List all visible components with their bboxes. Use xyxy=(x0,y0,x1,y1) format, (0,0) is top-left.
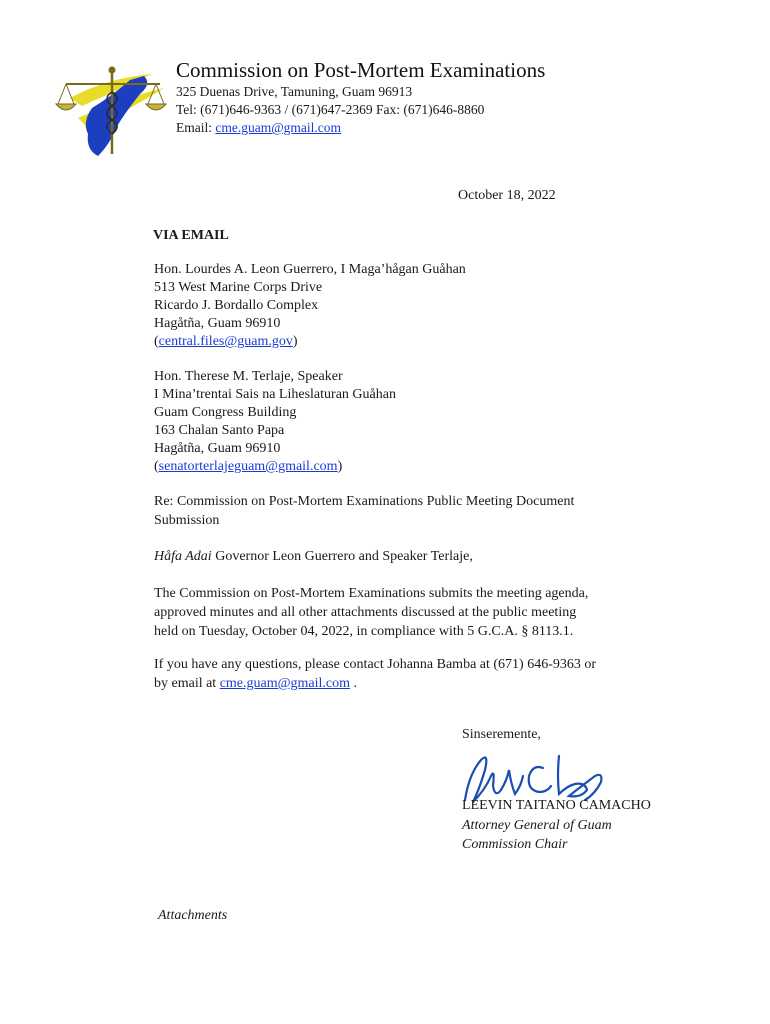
body-text: If you have any questions, please contact Johanna Bamba at (671) 646-9363 or xyxy=(154,657,597,672)
subject-line xyxy=(154,492,574,530)
delivery-method: VIA EMAIL xyxy=(153,228,229,243)
body-paragraph-contact xyxy=(154,655,596,693)
signer-name: LEEVIN TAITANO CAMACHO xyxy=(462,798,651,813)
recipient-governor-block xyxy=(154,261,466,351)
letter-date: October 18, 2022 xyxy=(458,188,556,203)
letterhead-email-link[interactable]: cme.guam@gmail.com xyxy=(215,120,342,135)
recipient-name: Hon. Therese M. Terlaje, Speaker xyxy=(154,369,343,384)
greeting-chamorro: Håfa Adai xyxy=(154,549,212,564)
greeting xyxy=(154,547,473,566)
signer-role: Commission Chair xyxy=(462,837,568,852)
recipient-email-link[interactable]: central.files@guam.gov xyxy=(158,334,293,349)
recipient-email-line xyxy=(154,458,396,476)
recipient-address-line: I Mina’trentai Sais na Liheslaturan Guåhan xyxy=(154,387,396,402)
commission-seal-logo xyxy=(52,58,170,160)
paren-close: ) xyxy=(337,459,343,474)
recipient-name: Hon. Lourdes A. Leon Guerrero, I Maga’hågan Guåhan xyxy=(154,262,466,277)
body-text: approved minutes and all other attachments discussed at the public meeting xyxy=(154,605,577,620)
letterhead-phone: Tel: (671)646-9363 / (671)647-2369 Fax: (671)646-8860 xyxy=(176,102,485,117)
paren-open: ( xyxy=(154,459,159,474)
recipient-email-link[interactable]: senatorterlajeguam@gmail.com xyxy=(158,459,338,474)
letterhead-email-line xyxy=(176,120,341,136)
recipient-address-line: Ricardo J. Bordallo Complex xyxy=(154,298,319,313)
body-paragraph-submission xyxy=(154,584,588,641)
recipient-address-line: Guam Congress Building xyxy=(154,405,297,420)
body-text: held on Tuesday, October 04, 2022, in compliance with 5 G.C.A. § 8113.1. xyxy=(154,624,574,639)
closing: Sinseremente, xyxy=(462,727,541,742)
attachments-label: Attachments xyxy=(158,908,228,923)
recipient-address-line: Hagåtña, Guam 96910 xyxy=(154,441,281,456)
contact-email-link[interactable]: cme.guam@gmail.com xyxy=(219,676,351,691)
subject-text: Re: Commission on Post-Mortem Examinations Public Meeting Document xyxy=(154,494,575,509)
body-text: The Commission on Post-Mortem Examinations submits the meeting agenda, xyxy=(154,586,589,601)
paren-open: ( xyxy=(154,334,159,349)
body-text xyxy=(154,674,596,693)
recipient-email-line xyxy=(154,333,466,351)
paren-close: ) xyxy=(292,334,298,349)
letterhead-org-name: Commission on Post-Mortem Examinations xyxy=(176,58,546,82)
recipient-speaker-block xyxy=(154,368,396,476)
letterhead-address: 325 Duenas Drive, Tamuning, Guam 96913 xyxy=(176,84,413,99)
letterhead-email-label: Email: xyxy=(176,120,216,135)
body-text-suffix: . xyxy=(350,676,358,691)
subject-text: Submission xyxy=(154,513,220,528)
recipient-address-line: 163 Chalan Santo Papa xyxy=(154,423,285,438)
recipient-address-line: Hagåtña, Guam 96910 xyxy=(154,316,281,331)
signer-title: Attorney General of Guam xyxy=(462,818,612,833)
greeting-addressees: Governor Leon Guerrero and Speaker Terlaje, xyxy=(211,549,473,564)
recipient-address-line: 513 West Marine Corps Drive xyxy=(154,280,323,295)
body-text-prefix: by email at xyxy=(154,676,220,691)
